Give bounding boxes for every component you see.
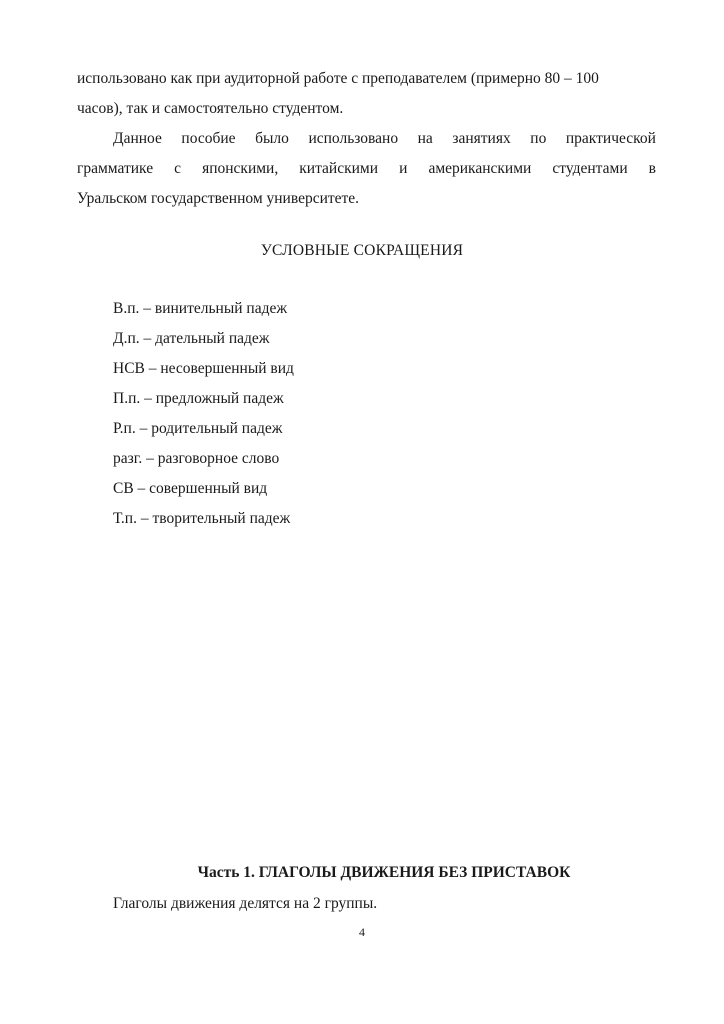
- word: использовано: [308, 130, 399, 147]
- word: грамматике: [77, 160, 154, 177]
- abbreviation-item: НСВ – несовершенный вид: [113, 360, 294, 377]
- word: японскими,: [202, 160, 279, 177]
- main-line-3: Уральском государственном университете.: [77, 190, 360, 207]
- main-paragraph: [77, 124, 656, 214]
- section-title: УСЛОВНЫЕ СОКРАЩЕНИЯ: [260, 242, 464, 259]
- word: в: [648, 160, 656, 177]
- word: и: [399, 160, 408, 177]
- part-title: Часть 1. ГЛАГОЛЫ ДВИЖЕНИЯ БЕЗ ПРИСТАВОК: [197, 864, 571, 881]
- word: китайскими: [299, 160, 379, 177]
- main-line-1: [77, 124, 656, 154]
- word: по: [530, 130, 547, 147]
- abbreviation-item: П.п. – предложный падеж: [113, 390, 284, 407]
- abbreviation-item: разг. – разговорное слово: [113, 450, 280, 467]
- word: с: [174, 160, 182, 177]
- main-line-2: [77, 154, 656, 184]
- word: студентами: [552, 160, 628, 177]
- word: практической: [565, 130, 656, 147]
- abbreviation-item: Т.п. – творительный падеж: [113, 510, 291, 527]
- abbreviation-item: Д.п. – дательный падеж: [113, 330, 270, 347]
- abbreviation-item: Р.п. – родительный падеж: [113, 420, 283, 437]
- word: было: [255, 130, 289, 147]
- intro-line-2: часов), так и самостоятельно студентом.: [77, 100, 344, 117]
- word: американскими: [428, 160, 532, 177]
- abbreviations-list: [113, 294, 294, 534]
- abbreviation-item: В.п. – винительный падеж: [113, 300, 288, 317]
- word: пособие: [181, 130, 236, 147]
- abbreviation-item: СВ – совершенный вид: [113, 480, 268, 497]
- intro-paragraph: [77, 64, 656, 124]
- page-number: 4: [359, 925, 365, 939]
- word: занятиях: [452, 130, 511, 147]
- word: на: [417, 130, 433, 147]
- intro-line-1: использовано как при аудиторной работе с преподавателем (примерно 80 – 100: [77, 70, 599, 87]
- part-intro-text: Глаголы движения делятся на 2 группы.: [113, 895, 378, 912]
- word: Данное: [113, 130, 162, 147]
